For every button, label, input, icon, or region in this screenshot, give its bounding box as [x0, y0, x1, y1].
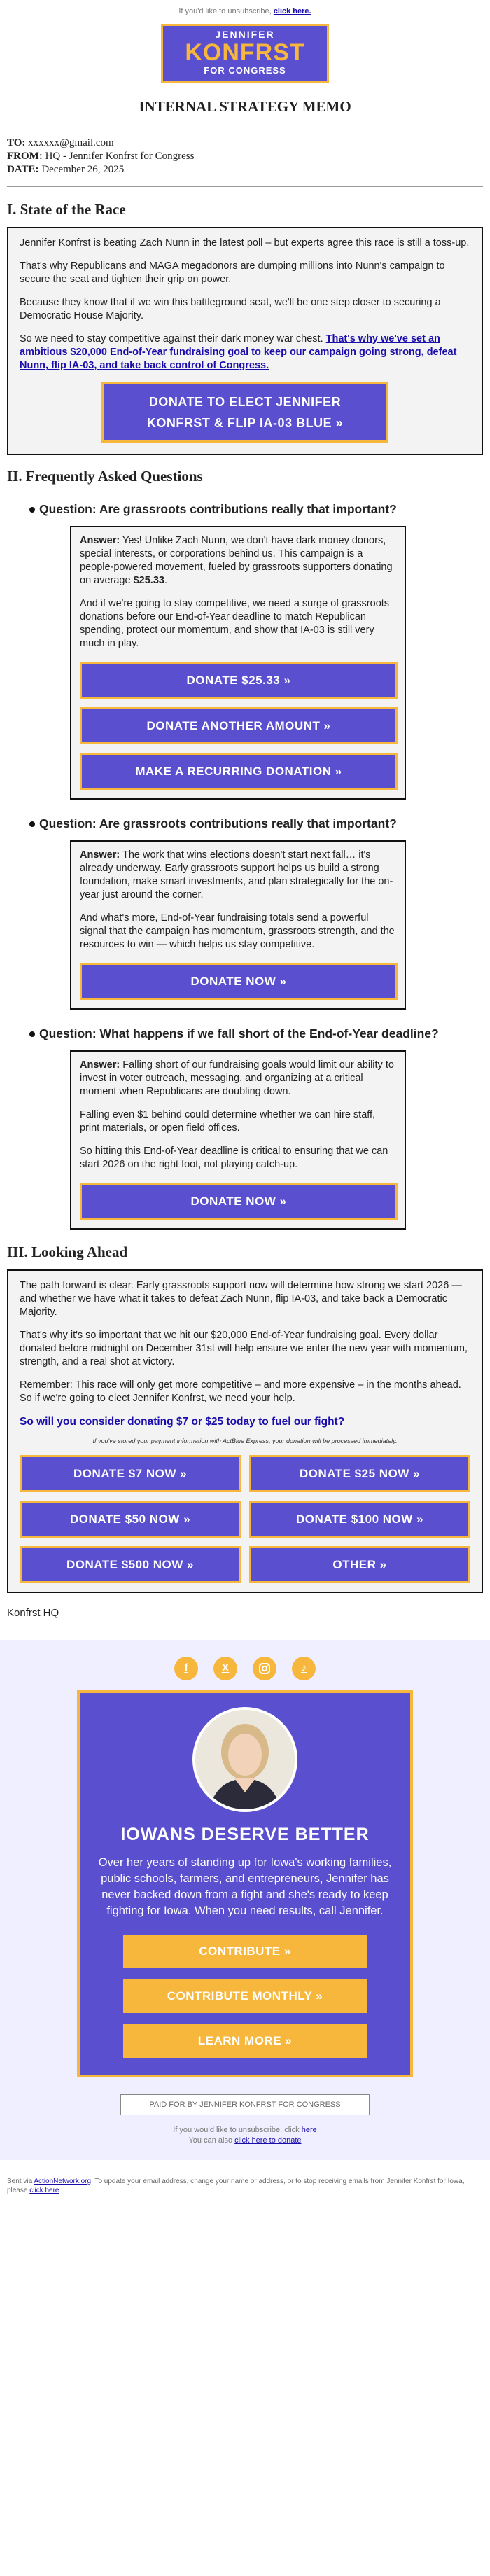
- footer-unsubscribe-link[interactable]: here: [301, 2126, 317, 2134]
- section-heading-ahead: III. Looking Ahead: [7, 1244, 128, 1260]
- donation-amount-grid: [20, 1455, 470, 1583]
- memo-date: December 26, 2025: [41, 164, 125, 175]
- card-text: Over her years of standing up for Iowa's working families, public schools, farmers, and entrepreneurs, Jennifer has never backed down from a fight and she's ready to keep fighting for Iowa. When you need results, call Jennifer.: [98, 1856, 392, 1917]
- memo-meta: TO: xxxxxx@gmail.com FROM: HQ - Jennifer Konfrst for Congress DATE: December 26, 2025: [7, 137, 195, 175]
- contribute-button[interactable]: CONTRIBUTE »: [123, 1935, 367, 1968]
- donate-100-button[interactable]: DONATE $100 NOW »: [249, 1501, 470, 1538]
- paid-for-disclaimer: PAID FOR BY JENNIFER KONFRST FOR CONGRESS: [120, 2094, 370, 2115]
- faq-question-3: Question: What happens if we fall short of the End-of-Year deadline?: [0, 1025, 490, 1042]
- manage-email-link[interactable]: click here: [29, 2187, 59, 2194]
- donate-ask-link[interactable]: So will you consider donating $7 or $25 today to fuel our fight?: [20, 1416, 345, 1428]
- footer: [0, 1640, 490, 2160]
- donate-now-button-3[interactable]: DONATE NOW »: [80, 1183, 398, 1220]
- faq-answer-2: Answer: The work that wins elections doesn't start next fall… it's already underway. Early grassroots support helps us build a strong foundation, make smart investments, and plan strategically for the on-year just around the corner. And what's more, End-of-Year fundraising totals send a powerful signal that the campaign has momentum, grassroots strength, and the resources to win — which helps us stay competitive. DONATE NOW »: [70, 840, 406, 1010]
- actionnetwork-link[interactable]: ActionNetwork.org: [34, 2178, 92, 2185]
- donate-other-button[interactable]: OTHER »: [249, 1546, 470, 1583]
- candidate-portrait: [192, 1707, 298, 1812]
- instagram-icon[interactable]: [253, 1657, 276, 1680]
- donate-50-button[interactable]: DONATE $50 NOW »: [20, 1501, 241, 1538]
- donate-25-button[interactable]: DONATE $25 NOW »: [249, 1455, 470, 1492]
- learn-more-button[interactable]: LEARN MORE »: [123, 2024, 367, 2058]
- top-unsubscribe: If you'd like to unsubscribe, click here.: [178, 7, 312, 15]
- signoff: Konfrst HQ: [7, 1607, 59, 1619]
- actblue-note: If you've stored your payment information with ActBlue Express, your donation will be processed immediately.: [92, 1437, 398, 1444]
- memo-from: HQ - Jennifer Konfrst for Congress: [45, 151, 195, 162]
- faq-question-1: Question: Are grassroots contributions really that important?: [0, 501, 490, 517]
- donate-25-33-button[interactable]: DONATE $25.33 »: [80, 662, 398, 699]
- donate-elect-button[interactable]: DONATE TO ELECT JENNIFER KONFRST & FLIP IA-03 BLUE »: [102, 382, 388, 443]
- card-heading: IOWANS DESERVE BETTER: [120, 1825, 370, 1844]
- donate-now-button-2[interactable]: DONATE NOW »: [80, 963, 398, 1000]
- donate-7-button[interactable]: DONATE $7 NOW »: [20, 1455, 241, 1492]
- tiktok-icon[interactable]: ♪: [292, 1657, 316, 1680]
- footer-links: If you would like to unsubscribe, click here You can also click here to donate: [173, 2126, 317, 2145]
- candidate-card: [77, 1690, 413, 2077]
- looking-ahead-box: The path forward is clear. Early grassroots support now will determine how strong we start 2026 — and whether we have what it takes to defeat Zach Nunn, flip IA-03, and take back a Democratic Majority. That's why it's so important that we hit our $20,000 End-of-Year fundraising goal. Every dollar donated before midnight on December 31st will help ensure we enter the new year with momentum, strength, and a real shot at victory. Remember: This race will only get more competitive – and more expensive – in the months ahead. So if we're going to elect Jennifer Konfrst, we need your help. So will you consider donating $7 or $25 today to fuel our fight? If you've stored your payment information with ActBlue Express, your donation will be processed immediately. DONATE $7 NOW » DONATE $25 NOW » DONATE $50 NOW » DONATE $100 NOW » DONATE $500 NOW » OTHER »: [7, 1269, 483, 1593]
- campaign-logo: JENNIFER KONFRST FOR CONGRESS: [161, 24, 329, 83]
- donate-another-amount-button[interactable]: DONATE ANOTHER AMOUNT »: [80, 707, 398, 744]
- facebook-icon[interactable]: f: [174, 1657, 198, 1680]
- goal-link[interactable]: That's why we've set an ambitious $20,000 End-of-Year fundraising goal to keep our campaign going strong, defeat Nunn, flip IA-03, and take back control of Congress.: [20, 333, 457, 371]
- social-links: [0, 1657, 490, 1680]
- legal-footer: Sent via ActionNetwork.org. To update your email address, change your name or address, or to stop receiving emails from Jennifer Konfrst for Iowa, please click here: [7, 2178, 465, 2194]
- donate-500-button[interactable]: DONATE $500 NOW »: [20, 1546, 241, 1583]
- memo-title: INTERNAL STRATEGY MEMO: [139, 98, 351, 115]
- section-heading-faq: II. Frequently Asked Questions: [7, 468, 203, 485]
- faq-answer-1: Answer: Yes! Unlike Zach Nunn, we don't have dark money donors, special interests, or corporations behind us. This campaign is a people-powered movement, fueled by grassroots supporters donating on average $25.33. And if we're going to stay competitive, we need a surge of grassroots donations before our End-of-Year deadline to match Republican spending, protect our momentum, and show that IA-03 is still very much in play. DONATE $25.33 » DONATE ANOTHER AMOUNT » MAKE A RECURRING DONATION »: [70, 526, 406, 800]
- top-unsubscribe-link[interactable]: click here.: [273, 7, 312, 15]
- state-of-race-box: Jennifer Konfrst is beating Zach Nunn in the latest poll – but experts agree this race is still a toss-up. That's why Republicans and MAGA megadonors are dumping millions into Nunn's campaign to secure the seat and tighten their grip on power. Because they know that if we win this battleground seat, we'll be one step closer to securing a Democratic House Majority. So we need to stay competitive against their dark money war chest. That's why we've set an ambitious $20,000 End-of-Year fundraising goal to keep our campaign going strong, defeat Nunn, flip IA-03, and take back control of Congress. DONATE TO ELECT JENNIFER KONFRST & FLIP IA-03 BLUE »: [7, 227, 483, 455]
- divider: [7, 186, 483, 187]
- faq-answer-3: Answer: Falling short of our fundraising goals would limit our ability to invest in voter outreach, messaging, and organizing at a critical moment when Republicans are doubling down. Falling even $1 behind could determine whether we can hire staff, print materials, or open field offices. So hitting this End-of-Year deadline is critical to ensuring that we can start 2026 on the right foot, not playing catch-up. DONATE NOW »: [70, 1050, 406, 1230]
- footer-donate-link[interactable]: click here to donate: [234, 2136, 302, 2145]
- x-icon[interactable]: X: [214, 1657, 237, 1680]
- faq-question-2: Question: Are grassroots contributions really that important?: [0, 815, 490, 832]
- section-heading-state: I. State of the Race: [7, 201, 126, 218]
- recurring-donation-button[interactable]: MAKE A RECURRING DONATION »: [80, 753, 398, 790]
- memo-to: xxxxxx@gmail.com: [28, 137, 114, 148]
- contribute-monthly-button[interactable]: CONTRIBUTE MONTHLY »: [123, 1979, 367, 2013]
